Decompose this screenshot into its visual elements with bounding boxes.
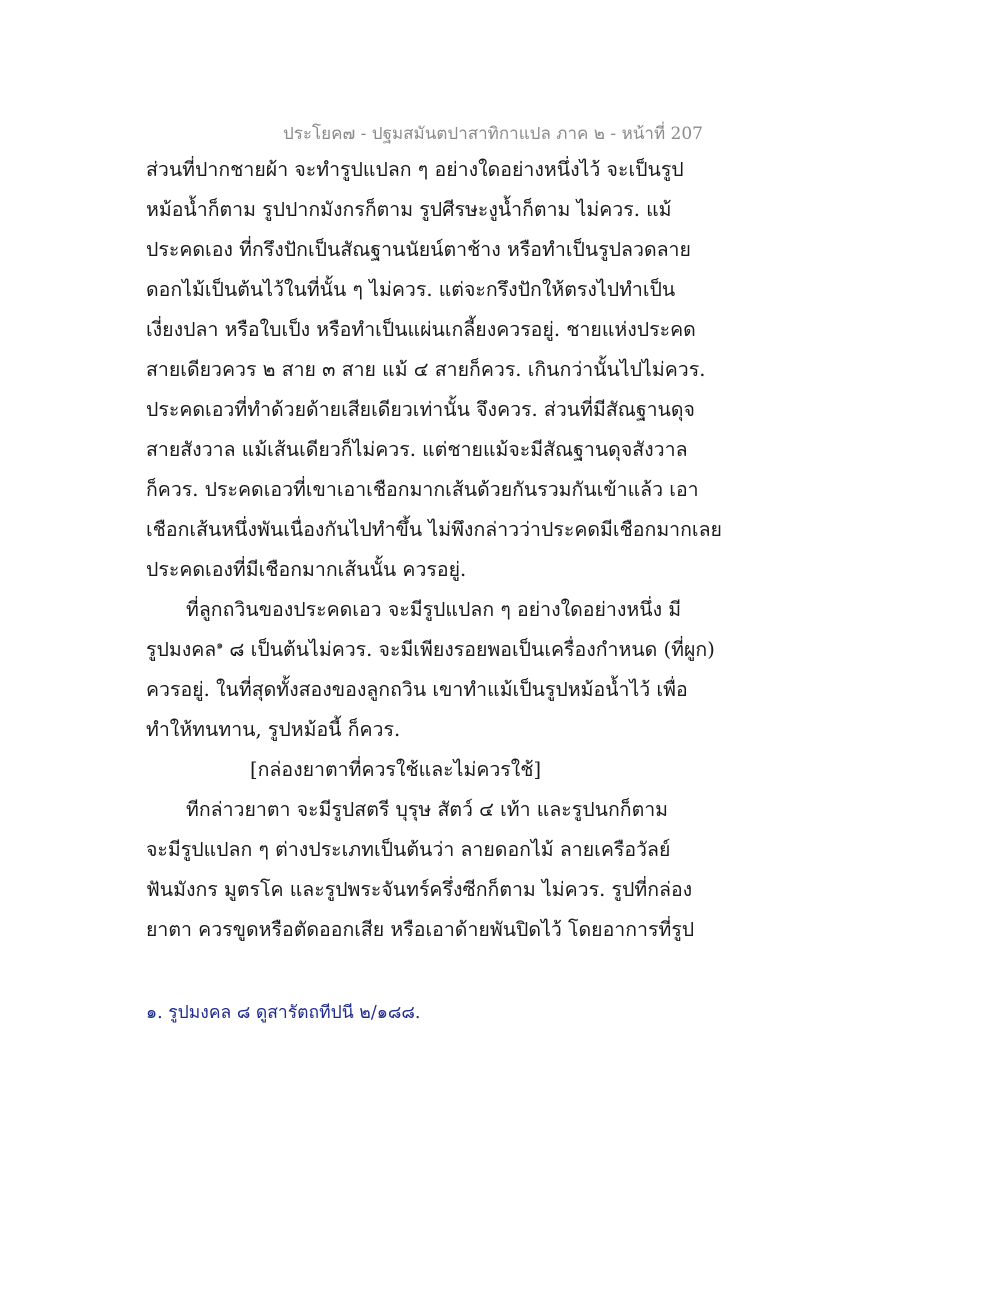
body-line: สายสังวาล แม้เส้นเดียวก็ไม่ควร. แต่ชายแม้จะมีสัณฐานดุจสังวาล — [146, 438, 688, 461]
body-line: จะมีรูปแปลก ๆ ต่างประเภทเป็นต้นว่า ลายดอกไม้ ลายเครือวัลย์ — [146, 838, 671, 861]
footnote-marker: ๑ — [216, 638, 224, 652]
body-line: ยาตา ควรขูดหรือตัดออกเสีย หรือเอาด้ายพันปิดไว้ โดยอาการที่รูป — [146, 918, 695, 941]
body-line: ประคดเองที่มีเชือกมากเส้นนั้น ควรอยู่. — [146, 558, 467, 581]
body-text: ๘ เป็นต้นไม่ควร. จะมีเพียงรอยพอเป็นเครื่องกำหนด (ที่ผูก) — [229, 638, 715, 661]
body-line: หม้อน้ำก็ตาม รูปปากมังกรก็ตาม รูปศีรษะงูน้ำก็ตาม ไม่ควร. แม้ — [146, 198, 672, 221]
body-line — [146, 640, 715, 660]
body-line: ประคดเอวที่ทำด้วยด้ายเสียเดียวเท่านั้น จึงควร. ส่วนที่มีสัณฐานดุจ — [146, 398, 695, 421]
body-line: เชือกเส้นหนึ่งพันเนื่องกันไปทำขึ้น ไม่พึงกล่าวว่าประคดมีเชือกมากเลย — [146, 518, 722, 541]
body-line: สายเดียวควร ๒ สาย ๓ สาย แม้ ๔ สายก็ควร. เกินกว่านั้นไปไม่ควร. — [146, 358, 706, 381]
body-line: ดอกไม้เป็นต้นไว้ในที่นั้น ๆ ไม่ควร. แต่จะกรึงปักให้ตรงไปทำเป็น — [146, 278, 676, 301]
running-header: ประโยค๗ - ปฐมสมันตปาสาทิกาแปล ภาค ๒ - หน้าที่ 207 — [282, 124, 703, 144]
body-text: รูปมงคล — [146, 638, 217, 661]
body-line: ทำให้ทนทาน, รูปหม้อนี้ ก็ควร. — [146, 718, 401, 741]
body-line: ก็ควร. ประคดเอวที่เขาเอาเชือกมากเส้นด้วยกันรวมกันเข้าแล้ว เอา — [146, 478, 699, 501]
section-heading: [กล่องยาตาที่ควรใช้และไม่ควรใช้] — [250, 758, 542, 781]
body-line: ประคดเอง ที่กรึงปักเป็นสัณฐานนัยน์ตาช้าง หรือทำเป็นรูปลวดลาย — [146, 238, 691, 261]
body-line: เงี่ยงปลา หรือใบเป็ง หรือทำเป็นแผ่นเกลี้ยงควรอยู่. ชายแห่งประคด — [146, 318, 696, 341]
footnote: ๑. รูปมงคล ๘ ดูสารัตถทีปนี ๒/๑๘๘. — [146, 1003, 421, 1023]
paragraph-first-line: ที่ลูกถวินของประคดเอว จะมีรูปแปลก ๆ อย่างใดอย่างหนึ่ง มี — [186, 598, 682, 621]
body-line: ฟันมังกร มูตรโค และรูปพระจันทร์ครึ่งซีกก็ตาม ไม่ควร. รูปที่กล่อง — [146, 878, 693, 901]
body-line: ควรอยู่. ในที่สุดทั้งสองของลูกถวิน เขาทำแม้เป็นรูปหม้อน้ำไว้ เพื่อ — [146, 678, 688, 701]
paragraph-first-line: ทีกล่าวยาตา จะมีรูปสตรี บุรุษ สัตว์ ๔ เท้า และรูปนกก็ตาม — [186, 798, 669, 821]
body-line: ส่วนที่ปากชายผ้า จะทำรูปแปลก ๆ อย่างใดอย่างหนึ่งไว้ จะเป็นรูป — [146, 158, 684, 181]
